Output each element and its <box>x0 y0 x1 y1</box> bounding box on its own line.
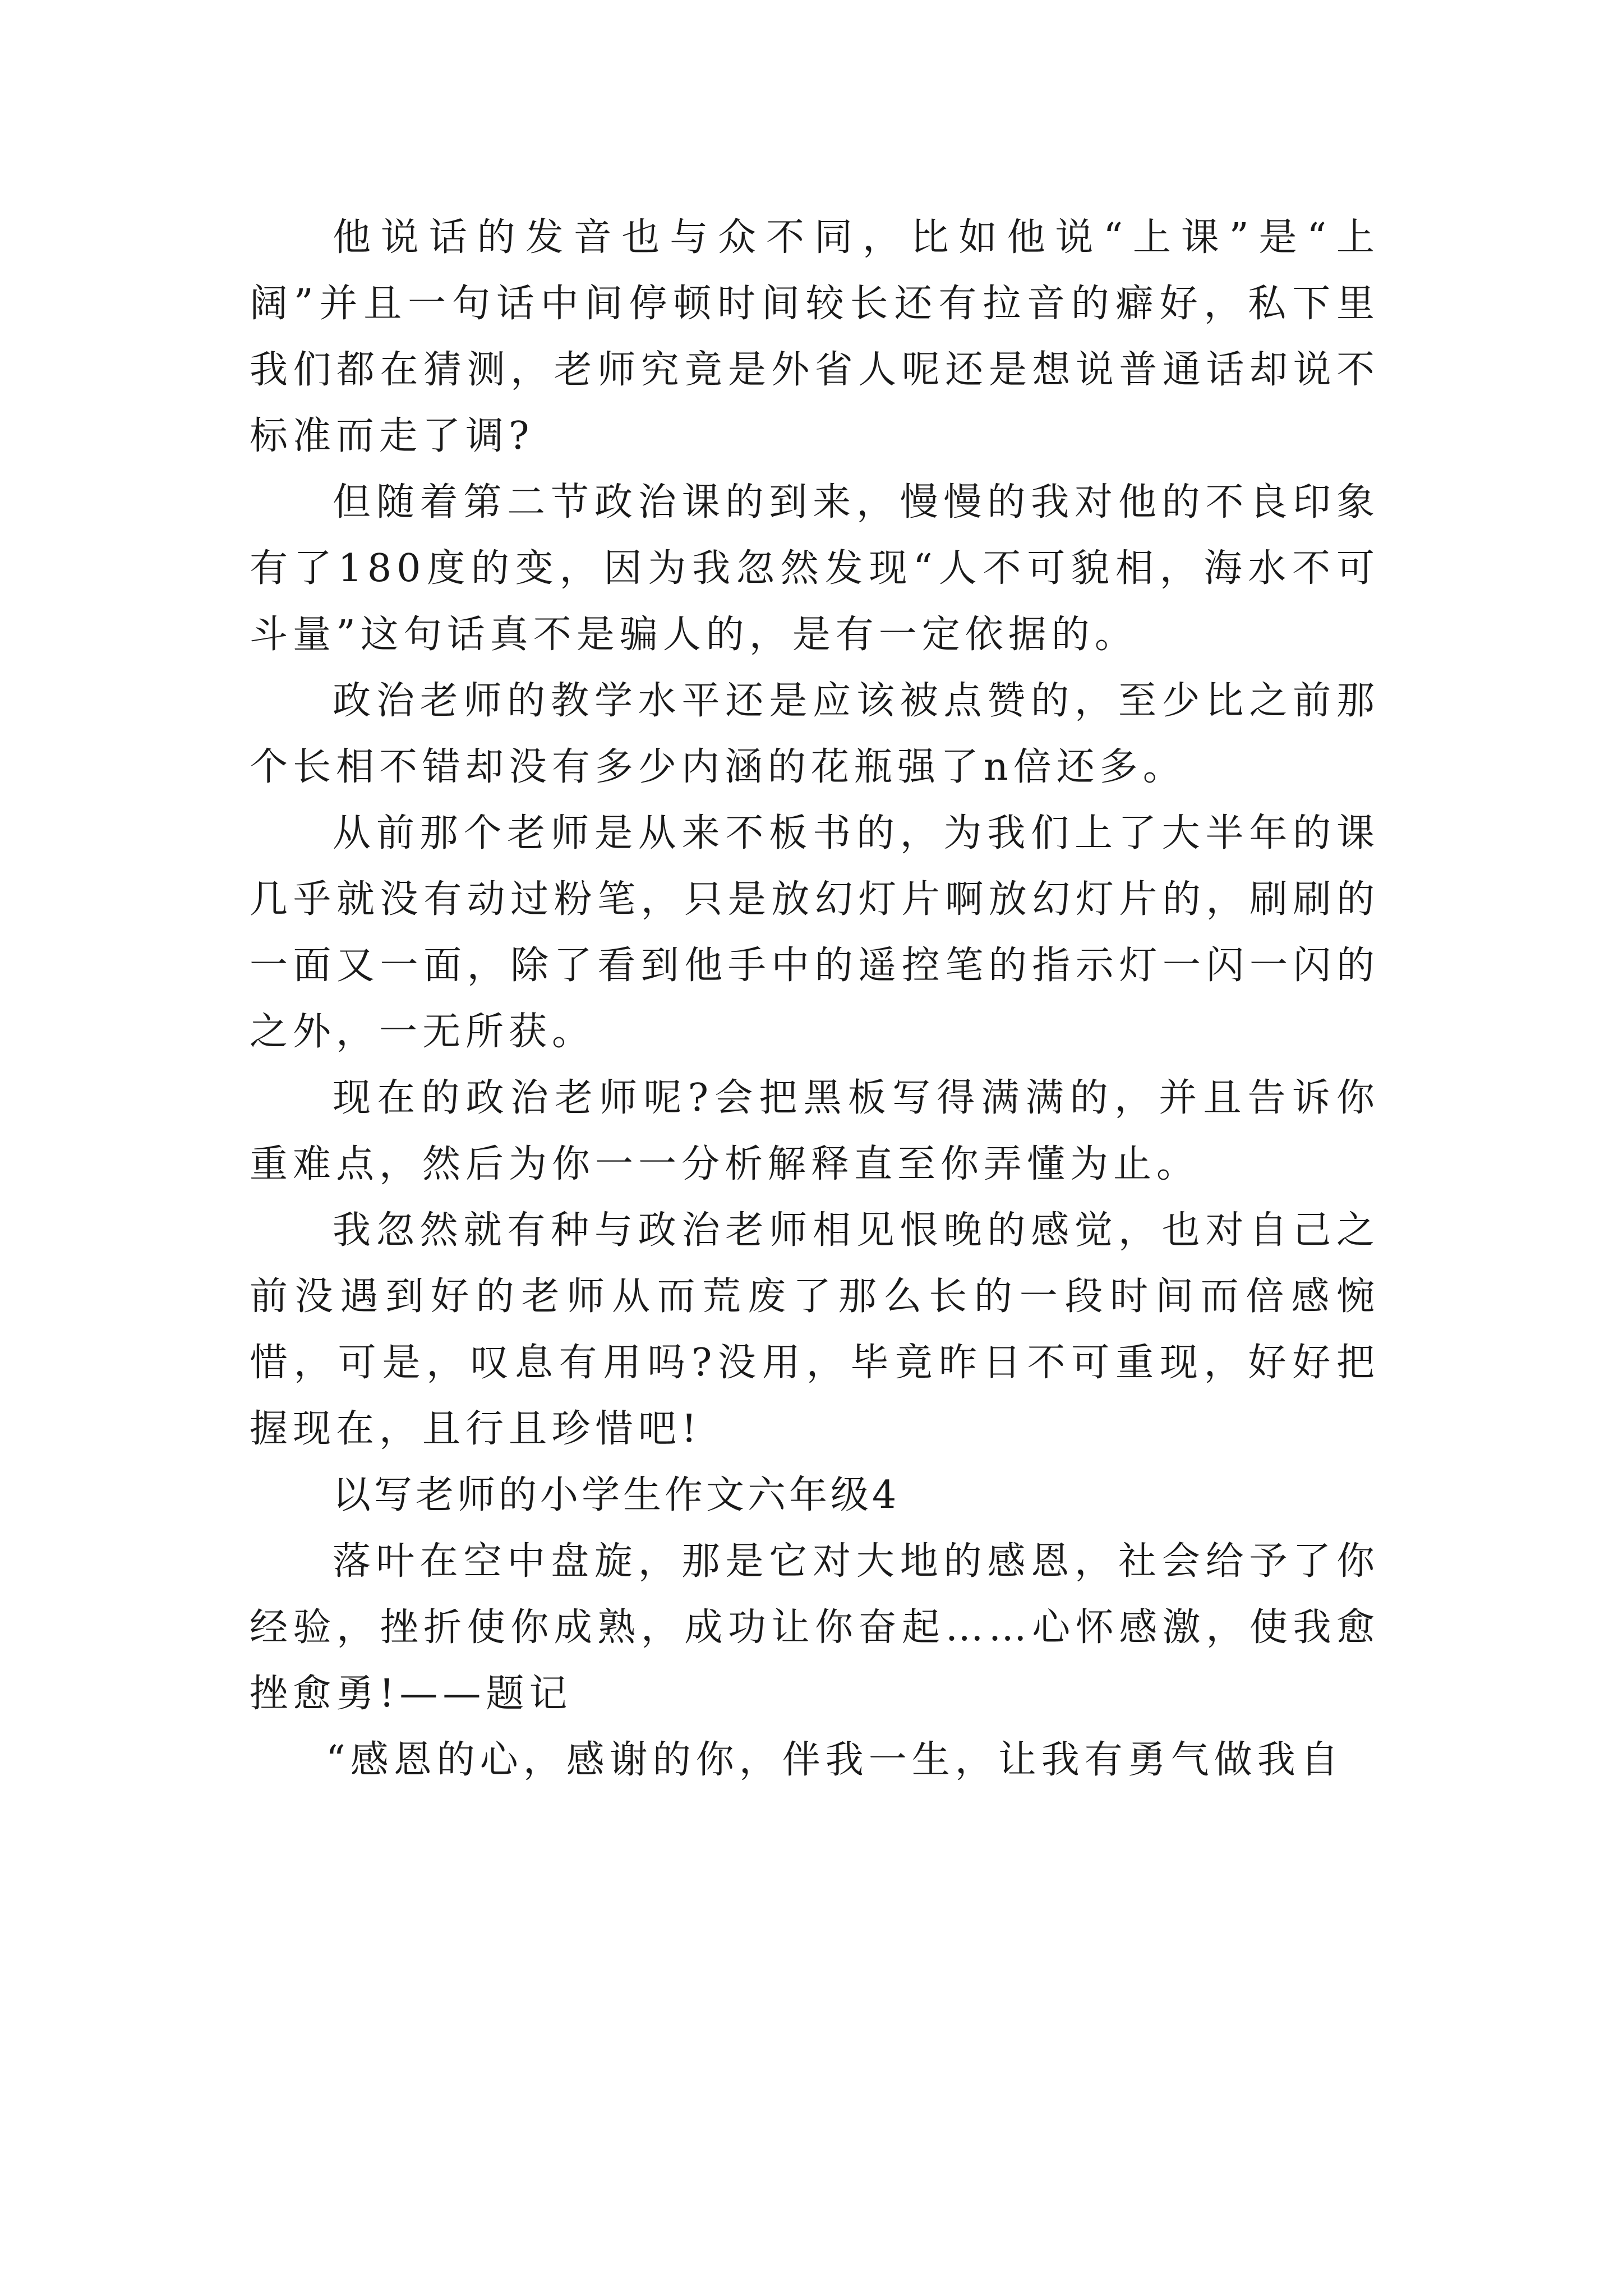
paragraph-teaching-level: 政治老师的教学水平还是应该被点赞的，至少比之前那个长相不错却没有多少内涵的花瓶强了n倍还多。 <box>250 679 1380 789</box>
paragraph-grateful-heart: “感恩的心，感谢的你，伴我一生，让我有勇气做我自 <box>326 1738 1344 1782</box>
paragraph-current-teacher: 现在的政治老师呢?会把黑板写得满满的，并且告诉你重难点，然后为你一一分析解释直至你弄懂为止。 <box>250 1076 1380 1186</box>
document-body <box>250 205 1380 1793</box>
paragraph-second-class: 但随着第二节政治课的到来，慢慢的我对他的不良印象有了180度的变，因为我忽然发现“人不可貌相，海水不可斗量”这句话真不是骗人的，是有一定依据的。 <box>250 480 1380 657</box>
essay-heading: 以写老师的小学生作文六年级4 <box>333 1473 900 1517</box>
paragraph-regret: 我忽然就有种与政治老师相见恨晚的感觉，也对自己之前没遇到好的老师从而荒废了那么长的一段时间而倍感惋惜，可是，叹息有用吗?没用，毕竟昨日不可重现，好好把握现在，且行且珍惜吧! <box>250 1208 1380 1451</box>
paragraph-epigraph: 落叶在空中盘旋，那是它对大地的感恩，社会给予了你经验，挫折使你成熟，成功让你奋起……心怀感激，使我愈挫愈勇!——题记 <box>250 1539 1380 1716</box>
paragraph-former-teacher: 从前那个老师是从来不板书的，为我们上了大半年的课几乎就没有动过粉笔，只是放幻灯片啊放幻灯片的，刷刷的一面又一面，除了看到他手中的遥控笔的指示灯一闪一闪的之外，一无所获。 <box>250 811 1380 1054</box>
paragraph-teacher-pronunciation: 他说话的发音也与众不同，比如他说“上课”是“上阔”并且一句话中间停顿时间较长还有拉音的癖好，私下里我们都在猜测，老师究竟是外省人呢还是想说普通话却说不标准而走了调? <box>250 215 1380 458</box>
